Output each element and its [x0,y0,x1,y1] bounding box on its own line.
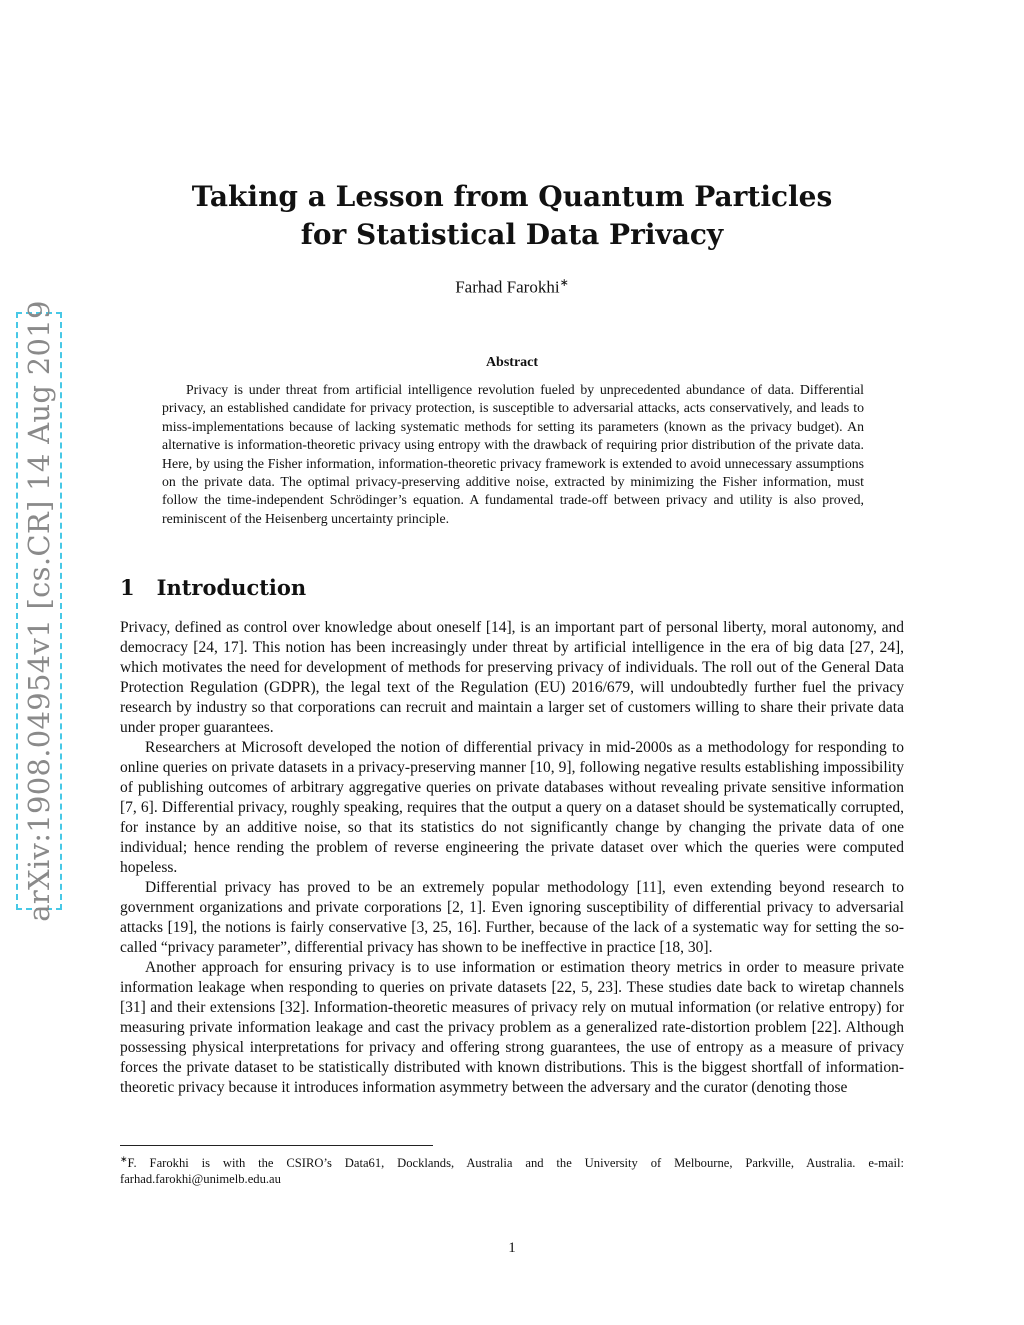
section-body [120,618,904,1098]
title-line-2: for Statistical Data Privacy [300,218,724,251]
author-footnote [120,1151,904,1187]
author-name: Farhad Farokhi [455,277,560,297]
section-number: 1 [120,575,135,600]
arxiv-identifier-stamp[interactable] [16,300,62,922]
arxiv-identifier-text: arXiv:1908.04954v1 [cs.CR] 14 Aug 2019 [22,300,56,922]
paragraph: Researchers at Microsoft developed the notion of differential privacy in mid-2000s as a methodology for responding to online queries on private datasets in a privacy-preserving manner [10, 9], following negative results establishing impossibility of publishing outcomes of arbitrary aggregative queries on private databases without revealing private sensitive information [7, 6]. Differential privacy, roughly speaking, requires that the output a query on a dataset should be systematically corrupted, for instance by an additive noise, so that its statistics do not significantly change by changing the private data of one individual; hence rending the problem of reverse engineering the private dataset over which the queries were computed hopeless. [120,739,904,876]
author-footnote-mark: ∗ [559,277,569,289]
author-line [120,276,904,298]
paragraph: Another approach for ensuring privacy is to use information or estimation theory metrics in order to measure private information leakage when responding to queries on private datasets [22, 5, 23]. These studies date back to wiretap channels [31] and their extensions [32]. Information-theoretic measures of privacy rely on mutual information (or relative entropy) for measuring private information leakage and cast the privacy problem as a generalized rate-distortion problem [22]. Although possessing physical interpretations for privacy and offering strong guarantees, the use of entropy as a measure of privacy forces the private dataset to be statistically distributed with known distributions. This is the biggest shortfall of information-theoretic privacy because it introduces information asymmetry between the adversary and the curator (denoting those [120,959,904,1096]
paragraph: Differential privacy has proved to be an extremely popular methodology [11], even extending beyond research to government organizations and private corporations [2, 1]. Even ignoring susceptibility of differential privacy to adversarial attacks [19], the notions is fairly conservative [3, 25, 16]. Further, because of the lack of a systematic way for setting the so-called “privacy parameter”, differential privacy has shown to be ineffective in practice [18, 30]. [120,879,904,956]
abstract-text: Privacy is under threat from artificial intelligence revolution fueled by unprecedented abundance of data. Differential privacy, an established candidate for privacy protection, is susceptible to adversarial attacks, acts conservatively, and leads to miss-implementations because of lacking systematic methods for setting its parameters (known as the privacy budget). An alternative is information-theoretic privacy using entropy with the drawback of requiring prior distribution of the private data. Here, by using the Fisher information, information-theoretic privacy framework is extended to avoid unnecessary assumptions on the private data. The optimal privacy-preserving additive noise, extracted by minimizing the Fisher information, must follow the time-independent Schrödinger’s equation. A fundamental trade-off between privacy and utility is also proved, reminiscent of the Heisenberg uncertainty principle. [162,382,864,526]
section-title: Introduction [156,575,307,600]
section-heading [120,574,306,602]
paragraph: Privacy, defined as control over knowledge about oneself [14], is an important part of personal liberty, moral autonomy, and democracy [24, 17]. This notion has been increasingly under threat by artificial intelligence in the era of big data [27, 24], which motivates the need for development of methods for preserving privacy of individuals. The roll out of the General Data Protection Regulation (GDPR), the legal text of the Regulation (EU) 2016/679, will undoubtedly further fuel the privacy research by industry so that corporations can recruit and maintain a larger set of customers willing to share their private data under proper guarantees. [120,619,904,736]
abstract-heading: Abstract [485,355,539,370]
footnote-divider [120,1145,433,1146]
title-line-1: Taking a Lesson from Quantum Particles [191,180,833,213]
paper-title [120,178,904,254]
footnote-mark: ∗ [120,1154,128,1164]
page-number: 1 [508,1240,516,1256]
footnote-text: F. Farokhi is with the CSIRO’s Data61, Docklands, Australia and the University of Melbourne, Parkville, Australia. e-mail: farhad.farokhi@unimelb.edu.au [120,1156,904,1187]
